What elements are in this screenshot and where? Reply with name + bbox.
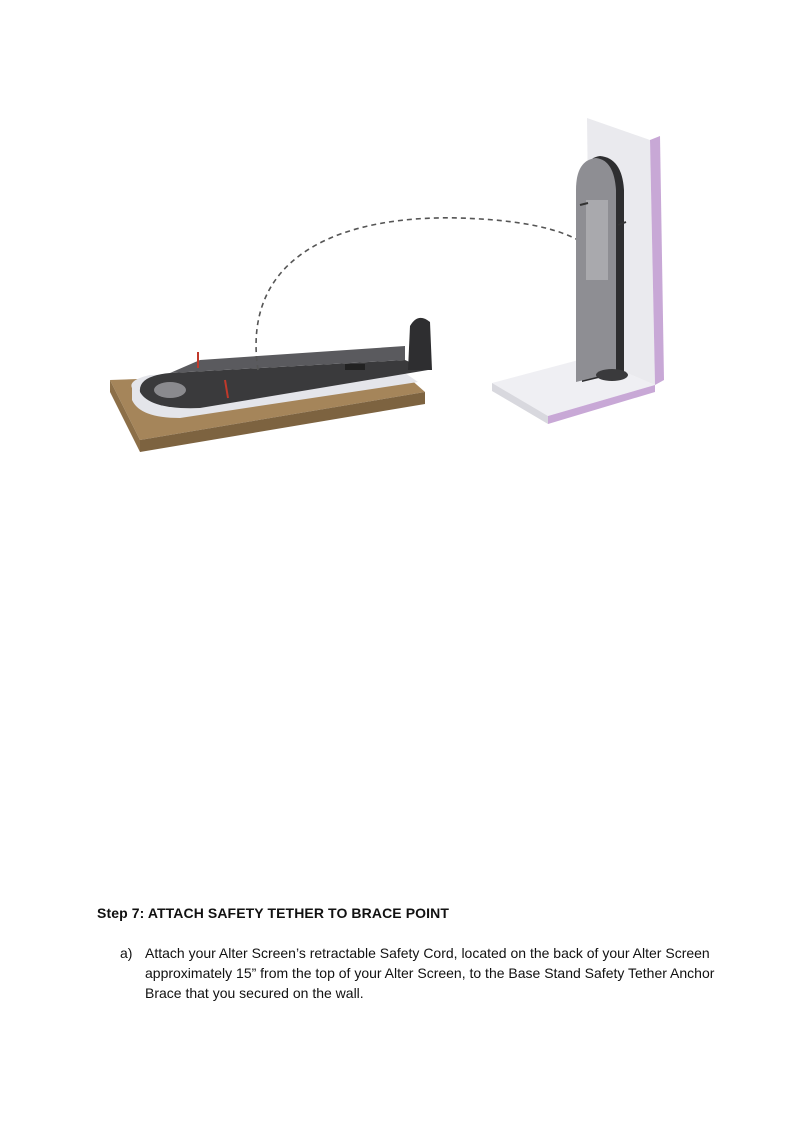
instruction-text: Attach your Alter Screen’s retractable Safety Cord, located on the back of your Alter Screen approximately 15” from the top of your Alter Screen, to the Base Stand Safety Tether Anchor Brace that you secured on the wall. [145,945,715,1001]
step-heading: Step 7: ATTACH SAFETY TETHER TO BRACE POINT [97,905,449,921]
instruction-list [120,943,720,1003]
list-marker: a) [120,945,133,961]
list-item [120,943,720,1003]
crate-with-screen [110,318,432,452]
brand-logo-icon [154,382,186,398]
wall-mounted-screen [492,118,664,424]
assembly-illustration [0,0,800,480]
